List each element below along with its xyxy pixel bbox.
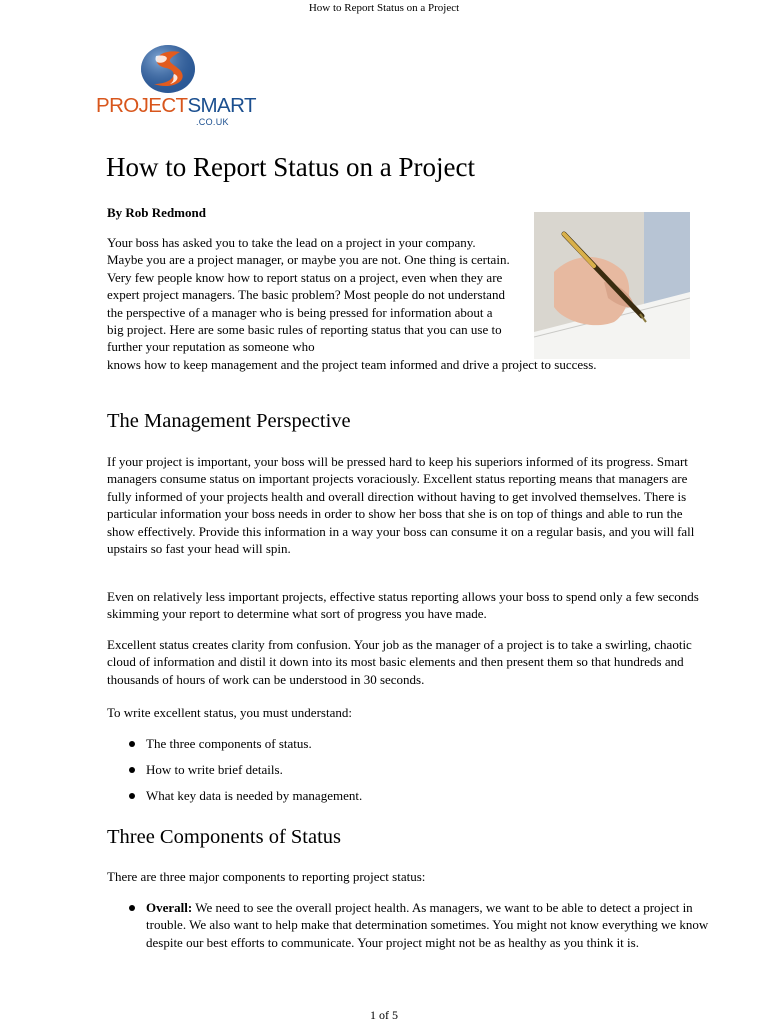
page-title: How to Report Status on a Project [106, 152, 475, 182]
paragraph: If your project is important, your boss will be pressed hard to keep his superiors informed of its progress. Smart managers consume status on important projects voraciously. Excellent status reporting means that managers are fully informed of your projects health and overall direction without having to get involved themselves. There is particular information your boss needs in order to show her boss that she is on top of things and able to run the show effectively. Provide this information in a way your boss can consume it on a regular basis, and you will fall upstairs so fast your head will spin. [107, 454, 695, 557]
section-heading-components: Three Components of Status [107, 826, 342, 848]
component-list [129, 899, 711, 951]
paragraph: Even on relatively less important projects, effective status reporting allows your boss to spend only a few seconds skimming your report to determine what sort of progress you have made. [107, 589, 699, 622]
running-header: How to Report Status on a Project [308, 2, 460, 14]
item-label: Overall: [146, 900, 193, 915]
section-heading-management: The Management Perspective [107, 410, 351, 432]
projectsmart-logo[interactable] [96, 44, 256, 134]
list-item-overall [129, 899, 711, 951]
globe-logo-icon [140, 44, 196, 94]
page-number: 1 of 5 [370, 1008, 398, 1022]
list-item: How to write brief details. [129, 761, 704, 778]
list-item: What key data is needed by management. [129, 787, 704, 804]
paragraph: Excellent status creates clarity from confusion. Your job as the manager of a project is to take a swirling, chaotic cloud of information and distil it down into its most basic elements and then present them so that hundreds and thousands of hours of work can be understood in 30 seconds. [107, 637, 692, 687]
paragraph: To write excellent status, you must understand: [107, 705, 352, 720]
bullet-list [129, 735, 704, 804]
byline: By Rob Redmond [107, 205, 206, 220]
logo-wordmark: PROJECTSMART [96, 94, 256, 117]
list-item: The three components of status. [129, 735, 704, 752]
logo-domain: .CO.UK [196, 117, 229, 127]
paragraph: There are three major components to reporting project status: [107, 869, 426, 884]
intro-paragraph: Your boss has asked you to take the lead on a project in your company. Maybe you are a project manager, or maybe you are not. One thing is certain. Very few people know how to report status on a project, even when they are expert project managers. The basic problem? Most people do not understand the perspective of a manager who is being pressed for information about a big project. Here are some basic rules of reporting status that you can use to further your reputation as someone who knows how to keep management and the project team informed and drive a project to success. [107, 235, 597, 372]
item-text: We need to see the overall project health. As managers, we want to be able to detect a project in trouble. We also want to help make that determination sometimes. You might not know everything we know despite our best efforts to communicate. Your project might not be as healthy as you think it is. [146, 900, 709, 950]
